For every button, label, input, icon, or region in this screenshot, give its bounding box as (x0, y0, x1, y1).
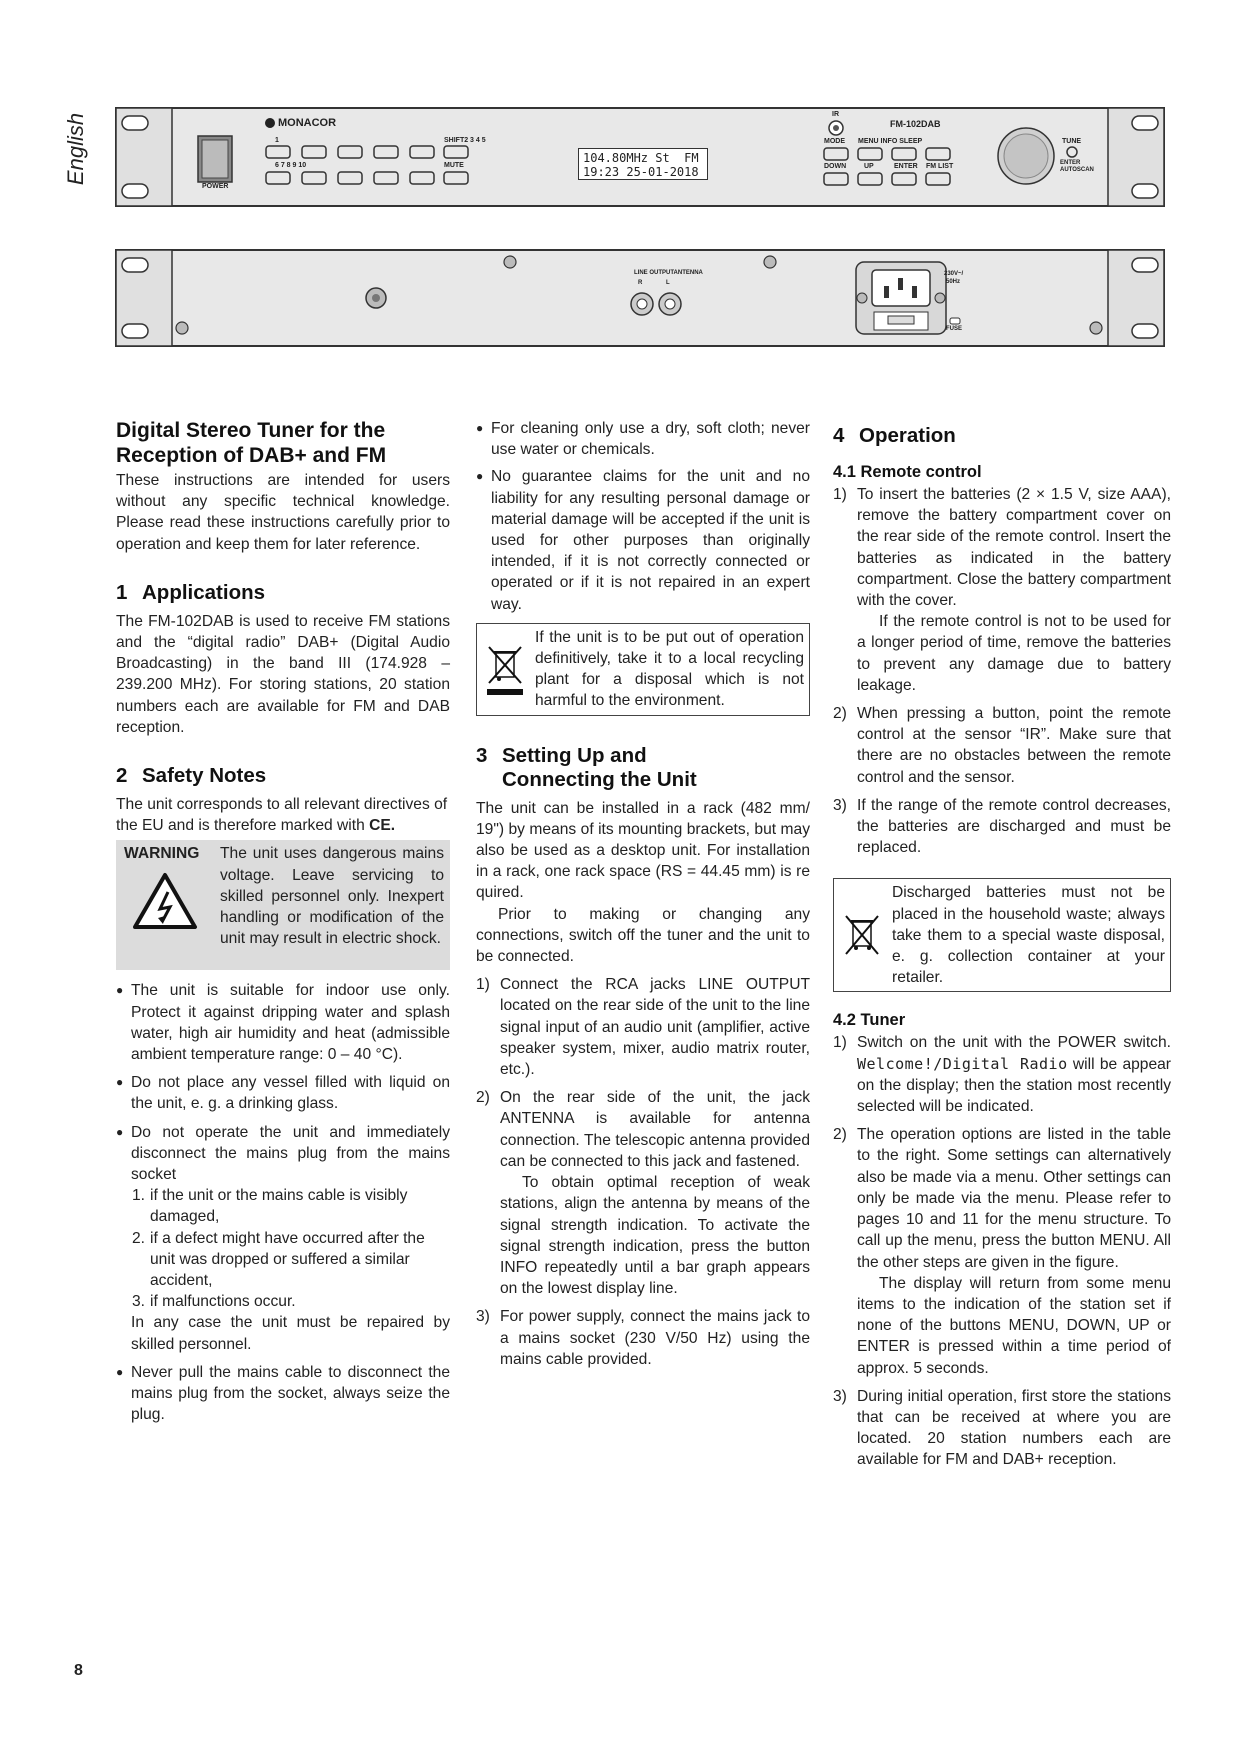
crossed-bin-icon (842, 910, 882, 960)
section-4-2-heading: 4.2 Tuner (833, 1011, 906, 1030)
safety-intro: The unit corresponds to all relevant directives of the EU and is therefore marked with CE. (116, 796, 448, 835)
remote-step-1-note: If the remote control is not to be used for a longer period of time, remove the batteries to prevent any damage due to battery leakage. (857, 613, 1171, 694)
setup-step-2-note: To obtain optimal reception of weak stations, align the antenna by means of the signal strength indication. To activate the signal strength indication, press the button INFO repeatedly until a bar graph appears on the lowest display line. (500, 1174, 810, 1298)
column-3 (833, 418, 1171, 1471)
page-number: 8 (74, 1662, 83, 1679)
setup-text-2: Prior to making or changing any connections, switch off the tuner and the unit to be connected. (476, 905, 810, 966)
tune-label: TUNE (1062, 138, 1082, 145)
electric-hazard-icon (132, 872, 198, 930)
up-label: UP (864, 163, 874, 170)
shift-label: SHIFT2 3 4 5 (444, 137, 486, 144)
enter-label: ENTER (894, 163, 918, 170)
crossed-bin-icon (485, 641, 525, 697)
lcd-display (578, 148, 708, 180)
safety-bullet-liability: ● No guarantee claims for the unit and no liability for any resulting personal damage or material damage will be accepted if the unit is used for other purposes than originally intended, if it is not correctly connected or operated or if it is not repaired in an expert way. (476, 466, 810, 614)
r-label: R (638, 280, 643, 286)
sub-item-3: 3. if malfunctions occur. (132, 1293, 296, 1311)
section-1-heading: 1 Applications (116, 580, 266, 604)
model-label: FM-102DAB (890, 119, 941, 129)
safety-bullet-indoor: ● The unit is suitable for indoor use only. Protect it against dripping water and splash water, high air humidity and heat (admissible ambient temperature range: 0 – 40 °C). (116, 980, 450, 1065)
safety-bullet-plug: ● Never pull the mains cable to disconnect the mains plug from the socket, always seize the plug. (116, 1362, 450, 1426)
tuner-step-3: 3) During initial operation, first store the stations that can be received at where you are located. 20 station numbers each are available for FM and DAB+ reception. (833, 1387, 1171, 1469)
brand-logo: MONACOR (278, 117, 337, 129)
disposal-box (476, 623, 810, 716)
ir-label: IR (832, 111, 839, 118)
preset-top-label: 1 (275, 137, 279, 144)
tuner-step-2-note: The display will return from some menu items to the indication of the station set if none of the buttons MENU, DOWN, UP or ENTER is pressed within a time period of approx. 5 seconds. (857, 1274, 1171, 1377)
menu-info-sleep-label: MENU INFO SLEEP (858, 138, 923, 145)
enter-autoscan-label: ENTER AUTOSCAN (1060, 160, 1094, 173)
section-4-1-heading: 4.1 Remote control (833, 463, 982, 481)
language-label: English (63, 112, 88, 186)
section-4-heading: 4 Operation (833, 424, 956, 447)
setup-step-1: 1) Connect the RCA jacks LINE OUTPUT located on the rear side of the unit to the line signal input of an audio unit (amplifier, active speaker system, mixer, audio matrix router, etc.). (476, 976, 810, 1079)
mute-label: MUTE (444, 162, 464, 169)
warning-box (116, 840, 450, 970)
warning-label: WARNING (124, 845, 200, 863)
frequency-label: 50Hz (946, 279, 961, 285)
l-label: L (666, 280, 670, 286)
applications-text: The FM-102DAB is used to receive FM stations and the “digital radio” DAB+ (Digital Audio Broadcasting) in the band III (174.928 – 239.200 MHz). For storing stations, 20 station numbers each are available for FM and DAB reception. (116, 612, 450, 736)
display-message: Welcome!/Digital Radio (857, 1054, 1068, 1073)
safety-bullet-cleaning: ● For cleaning only use a dry, soft cloth; never use water or chemicals. (476, 418, 810, 460)
column-2 (476, 418, 810, 1370)
column-1 (116, 418, 450, 1426)
warning-text: The unit uses dangerous mains voltage. Leave servicing to skilled personnel only. Inexpert handling or modification of the unit may result in electric shock. (220, 845, 444, 948)
mode-label: MODE (824, 138, 845, 145)
section-2-heading: 2 Safety Notes (116, 764, 267, 788)
section-3-heading: 3 Setting Up and Connecting the Unit (476, 743, 697, 791)
repair-note: In any case the unit must be repaired by skilled personnel. (131, 1314, 450, 1353)
remote-step-3: 3) If the range of the remote control decreases, the batteries are discharged and must be replaced. (833, 796, 1171, 857)
preset-bottom-label: 6 7 8 9 10 (275, 162, 307, 169)
fm-list-label: FM LIST (926, 163, 954, 170)
battery-disposal-text: Discharged batteries must not be placed in the household waste; always take them to a special waste disposal, e. g. collection container at your retailer. (892, 884, 1165, 987)
setup-step-3: 3) For power supply, connect the mains jack to a mains socket (230 V/50 Hz) using the mains cable provided. (476, 1308, 810, 1368)
setup-text-1: The unit can be installed in a rack (482 mm/ 19") by means of its mounting brackets, but may also be used as a desktop unit. For installation in a rack, one rack space (RS = 44.45 mm) is re quired. (476, 799, 810, 902)
tuner-step-2: 2) The operation options are listed in the table to the right. Some settings can alternatively also be made via a menu. Other settings can only be made via the menu. Please refer to pages 10 and 11 for the menu structure. To call up the menu, press the button MENU. All the other steps are given in the figure. The display will return from some menu items to the indication of the station set if none of the buttons MENU, DOWN, UP or ENTER is pressed within a time period of approx. 5 seconds. (833, 1124, 1171, 1378)
voltage-label: 230V~/ (944, 271, 964, 277)
sub-item-2: 2. if a defect might have occurred after the unit was dropped or suffered a similar accident, (132, 1229, 425, 1290)
lcd-line-2: 19:23 25-01-2018 (583, 165, 699, 179)
safety-bullet-disconnect: ● Do not operate the unit and immediately disconnect the mains plug from the mains socket (116, 1122, 450, 1186)
sub-item-1: 1. if the unit or the mains cable is visibly damaged, (132, 1187, 408, 1226)
remote-step-1: 1) To insert the batteries (2 × 1.5 V, size AAA), remove the battery compartment cover on the rear side of the remote control. Insert the batteries as indicated in the battery compartment. Close the battery compartment with the cover. If the remote control is not to be used for a longer period of time, remove the batteries to prevent any damage due to battery leakage. (833, 484, 1171, 696)
document-title: Digital Stereo Tuner for the Reception of DAB+ and FM (116, 419, 387, 467)
intro-text: These instructions are intended for users without any specific technical knowledge. Please read these instructions carefully prior to operation and keep them for later reference. (116, 472, 450, 553)
safety-bullet-liquid: ● Do not place any vessel filled with liquid on the unit, e. g. a drinking glass. (116, 1072, 450, 1114)
disposal-text: If the unit is to be put out of operation definitively, take it to a local recycling plant for a disposal which is not harmful to the environment. (535, 628, 804, 710)
remote-step-2: 2) When pressing a button, point the remote control at the sensor “IR”. Make sure that there are no obstacles between the remote control and the sensor. (833, 705, 1171, 786)
fuse-label: FUSE (946, 326, 963, 332)
line-output-antenna-label: LINE OUTPUTANTENNA (634, 270, 703, 276)
ce-mark: CE. (369, 817, 396, 835)
rear-panel (116, 250, 1164, 346)
tuner-step-1: 1) Switch on the unit with the POWER switch. Welcome!/Digital Radio will be appear on the display; then the station most recently selected will be indicated. (833, 1034, 1171, 1116)
down-label: DOWN (824, 163, 847, 170)
device-illustration (0, 0, 1241, 360)
power-label: POWER (202, 183, 229, 190)
lcd-line-1: 104.80MHz St FM (583, 151, 699, 165)
setup-step-2: 2) On the rear side of the unit, the jack ANTENNA is available for antenna connection. The telescopic antenna provided can be connected to this jack and fastened. To obtain optimal reception of weak stations, align the antenna by means of the signal strength indication. To activate the signal strength indication, press the button INFO repeatedly until a bar graph appears on the lowest display line. (476, 1087, 810, 1299)
battery-disposal-box (833, 878, 1171, 992)
